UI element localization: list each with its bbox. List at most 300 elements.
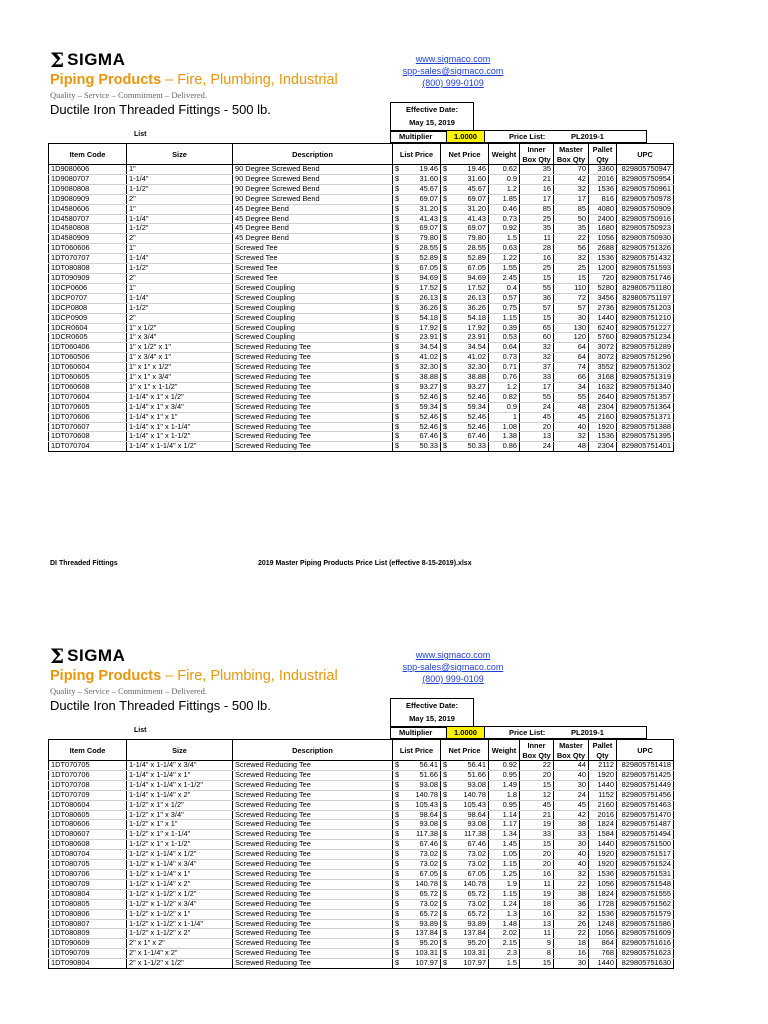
cell-inner-box-qty: 65 — [520, 323, 554, 333]
cell-pallet-qty: 1440 — [589, 959, 617, 969]
cell-net-price — [441, 820, 489, 830]
currency-symbol: $ — [443, 839, 448, 849]
cell-master-box-qty: 30 — [554, 959, 589, 969]
table-row — [49, 244, 674, 254]
amount: 93.89 — [467, 919, 486, 928]
cell-master-box-qty: 38 — [554, 889, 589, 899]
cell-weight: 0.53 — [489, 333, 520, 343]
cell-size: 1-1/4" x 1-1/4" x 1" — [127, 770, 233, 780]
table-row — [49, 899, 674, 909]
cell-inner-box-qty: 11 — [520, 929, 554, 939]
cell-net-price — [441, 264, 489, 274]
cell-pallet-qty: 1632 — [589, 382, 617, 392]
cell-description: Screwed Reducing Tee — [233, 889, 393, 899]
cell-item-code: 1DT080606 — [49, 820, 127, 830]
amount: 65.72 — [419, 909, 438, 918]
currency-symbol: $ — [395, 948, 400, 958]
cell-inner-box-qty: 32 — [520, 353, 554, 363]
amount: 52.46 — [419, 392, 438, 401]
currency-symbol: $ — [443, 948, 448, 958]
currency-symbol: $ — [395, 223, 400, 233]
cell-master-box-qty: 64 — [554, 343, 589, 353]
currency-symbol: $ — [443, 859, 448, 869]
col-list-price: List Price — [393, 740, 441, 761]
cell-list-price — [393, 194, 441, 204]
amount: 41.43 — [467, 214, 486, 223]
currency-symbol: $ — [443, 273, 448, 282]
currency-symbol: $ — [443, 332, 448, 342]
currency-symbol: $ — [395, 899, 400, 908]
cell-list-price — [393, 939, 441, 949]
amount: 52.89 — [467, 253, 486, 263]
table-row — [49, 303, 674, 313]
cell-pallet-qty: 2304 — [589, 442, 617, 452]
amount: 54.18 — [419, 313, 438, 322]
cell-description: Screwed Reducing Tee — [233, 869, 393, 879]
table-row — [49, 333, 674, 343]
price-sheet-page-2 — [0, 596, 768, 1024]
cell-pallet-qty: 3552 — [589, 363, 617, 373]
cell-weight: 1.45 — [489, 840, 520, 850]
cell-size: 2" — [127, 313, 233, 323]
contact-block — [398, 53, 508, 89]
cell-weight: 1.15 — [489, 889, 520, 899]
cell-item-code: 1DT070706 — [49, 770, 127, 780]
cell-size: 1-1/2" — [127, 264, 233, 274]
cell-net-price — [441, 830, 489, 840]
cell-weight: 0.62 — [489, 165, 520, 175]
table-row — [49, 810, 674, 820]
col-net-price: Net Price — [441, 740, 489, 761]
currency-symbol: $ — [443, 869, 448, 878]
cell-net-price — [441, 214, 489, 224]
amount: 94.69 — [419, 273, 438, 282]
cell-size: 1-1/4" x 1" x 1" — [127, 412, 233, 422]
cell-list-price — [393, 820, 441, 830]
currency-symbol: $ — [395, 184, 400, 193]
cell-item-code: 1DT080805 — [49, 899, 127, 909]
currency-symbol: $ — [395, 958, 400, 968]
cell-weight: 0.73 — [489, 353, 520, 363]
cell-net-price — [441, 909, 489, 919]
cell-pallet-qty: 5280 — [589, 283, 617, 293]
cell-inner-box-qty: 16 — [520, 869, 554, 879]
cell-pallet-qty: 3072 — [589, 353, 617, 363]
cell-size: 1-1/4" x 1-1/4" x 1-1/2" — [127, 780, 233, 790]
cell-weight: 0.75 — [489, 303, 520, 313]
currency-symbol: $ — [395, 313, 400, 322]
table-row — [49, 800, 674, 810]
tagline: Piping Products – Fire, Plumbing, Industrial — [50, 72, 338, 88]
currency-symbol: $ — [443, 313, 448, 322]
cell-description: Screwed Reducing Tee — [233, 402, 393, 412]
col-list-price: List Price — [393, 144, 441, 165]
amount: 140.78 — [415, 790, 438, 799]
col-pallet-qty-sub: Qty — [589, 154, 617, 165]
amount: 67.05 — [467, 869, 486, 878]
cell-master-box-qty: 18 — [554, 939, 589, 949]
currency-symbol: $ — [395, 362, 400, 372]
cell-net-price — [441, 810, 489, 820]
cell-inner-box-qty: 60 — [520, 333, 554, 343]
cell-weight: 2.45 — [489, 273, 520, 283]
currency-symbol: $ — [443, 879, 448, 888]
cell-upc: 829805751746 — [617, 273, 674, 283]
amount: 28.55 — [467, 243, 486, 253]
cell-pallet-qty: 6240 — [589, 323, 617, 333]
price-table-1 — [48, 143, 674, 452]
cell-inner-box-qty: 85 — [520, 204, 554, 214]
cell-net-price — [441, 850, 489, 860]
cell-master-box-qty: 74 — [554, 363, 589, 373]
cell-pallet-qty: 1056 — [589, 234, 617, 244]
cell-inner-box-qty: 57 — [520, 303, 554, 313]
cell-pallet-qty: 3456 — [589, 293, 617, 303]
cell-net-price — [441, 194, 489, 204]
cell-upc: 829805751395 — [617, 432, 674, 442]
cell-list-price — [393, 363, 441, 373]
col-size: Size — [127, 144, 233, 165]
cell-pallet-qty: 1824 — [589, 889, 617, 899]
cell-item-code: 1DT070605 — [49, 402, 127, 412]
cell-description: Screwed Reducing Tee — [233, 343, 393, 353]
cell-inner-box-qty: 37 — [520, 363, 554, 373]
cell-inner-box-qty: 19 — [520, 889, 554, 899]
currency-symbol: $ — [395, 352, 400, 362]
phone-link[interactable]: (800) 999-0109 — [422, 674, 484, 684]
col-upc: UPC — [617, 144, 674, 165]
currency-symbol: $ — [395, 829, 400, 839]
cell-inner-box-qty: 32 — [520, 343, 554, 353]
cell-upc: 829805751425 — [617, 770, 674, 780]
email-link[interactable]: spp-sales@sigmaco.com — [402, 66, 504, 76]
cell-size: 1-1/4" — [127, 254, 233, 264]
amount: 52.46 — [419, 422, 438, 431]
cell-inner-box-qty: 15 — [520, 780, 554, 790]
cell-pallet-qty: 1536 — [589, 432, 617, 442]
cell-master-box-qty: 48 — [554, 402, 589, 412]
cell-net-price — [441, 224, 489, 234]
amount: 73.02 — [419, 899, 438, 908]
amount: 73.02 — [467, 899, 486, 908]
cell-pallet-qty: 2400 — [589, 214, 617, 224]
cell-master-box-qty: 22 — [554, 234, 589, 244]
cell-pallet-qty: 4080 — [589, 204, 617, 214]
cell-master-box-qty: 70 — [554, 165, 589, 175]
cell-master-box-qty: 26 — [554, 919, 589, 929]
currency-symbol: $ — [443, 790, 448, 799]
cell-list-price — [393, 214, 441, 224]
table-row — [49, 959, 674, 969]
cell-description: 90 Degree Screwed Bend — [233, 174, 393, 184]
table-row — [49, 264, 674, 274]
cell-weight: 1.08 — [489, 422, 520, 432]
cell-description: Screwed Reducing Tee — [233, 949, 393, 959]
cell-master-box-qty: 38 — [554, 820, 589, 830]
cell-size: 1-1/2" — [127, 224, 233, 234]
cell-weight: 1.5 — [489, 959, 520, 969]
cell-inner-box-qty: 24 — [520, 402, 554, 412]
cell-size: 2" — [127, 194, 233, 204]
cell-upc: 829805751548 — [617, 879, 674, 889]
amount: 41.02 — [419, 352, 438, 362]
amount: 52.46 — [467, 422, 486, 431]
amount: 93.08 — [467, 819, 486, 829]
cell-item-code: 1DT060506 — [49, 353, 127, 363]
cell-list-price — [393, 382, 441, 392]
currency-symbol: $ — [395, 342, 400, 352]
document-title: Ductile Iron Threaded Fittings - 500 lb. — [50, 102, 271, 117]
cell-size: 1-1/2" x 1" x 3/4" — [127, 810, 233, 820]
currency-symbol: $ — [443, 412, 448, 421]
cell-net-price — [441, 780, 489, 790]
cell-description: Screwed Reducing Tee — [233, 382, 393, 392]
cell-master-box-qty: 36 — [554, 899, 589, 909]
amount: 65.72 — [467, 889, 486, 898]
motto: Quality – Service – Commitment – Delivered. — [50, 686, 207, 696]
currency-symbol: $ — [395, 441, 400, 451]
cell-size: 1-1/2" — [127, 303, 233, 313]
amount: 38.88 — [467, 372, 486, 382]
table-row — [49, 402, 674, 412]
cell-list-price — [393, 929, 441, 939]
document-title: Ductile Iron Threaded Fittings - 500 lb. — [50, 698, 271, 713]
cell-weight: 1.5 — [489, 234, 520, 244]
currency-symbol: $ — [443, 184, 448, 193]
cell-weight: 0.86 — [489, 442, 520, 452]
cell-pallet-qty: 2160 — [589, 800, 617, 810]
currency-symbol: $ — [443, 303, 448, 312]
cell-weight: 1.55 — [489, 264, 520, 274]
table-row — [49, 204, 674, 214]
cell-list-price — [393, 313, 441, 323]
currency-symbol: $ — [395, 790, 400, 799]
cell-pallet-qty: 1056 — [589, 879, 617, 889]
cell-net-price — [441, 303, 489, 313]
currency-symbol: $ — [443, 810, 448, 819]
cell-inner-box-qty: 35 — [520, 224, 554, 234]
cell-net-price — [441, 412, 489, 422]
cell-description: 45 Degree Bend — [233, 214, 393, 224]
cell-inner-box-qty: 36 — [520, 293, 554, 303]
cell-net-price — [441, 889, 489, 899]
cell-item-code: 1DCR0604 — [49, 323, 127, 333]
cell-pallet-qty: 2016 — [589, 810, 617, 820]
currency-symbol: $ — [395, 859, 400, 869]
cell-master-box-qty: 34 — [554, 382, 589, 392]
cell-inner-box-qty: 45 — [520, 800, 554, 810]
phone-link[interactable]: (800) 999-0109 — [422, 78, 484, 88]
table-row — [49, 165, 674, 175]
multiplier-value: 1.0000 — [446, 727, 485, 738]
cell-net-price — [441, 800, 489, 810]
cell-inner-box-qty: 28 — [520, 244, 554, 254]
cell-list-price — [393, 959, 441, 969]
amount: 98.64 — [419, 810, 438, 819]
cell-item-code: 1DT080705 — [49, 860, 127, 870]
cell-net-price — [441, 333, 489, 343]
table-row — [49, 879, 674, 889]
cell-size: 1" — [127, 244, 233, 254]
table-row — [49, 343, 674, 353]
col-net-price: Net Price — [441, 144, 489, 165]
cell-item-code: 1DT080604 — [49, 800, 127, 810]
cell-pallet-qty: 1920 — [589, 422, 617, 432]
cell-pallet-qty: 1536 — [589, 909, 617, 919]
multiplier-label: Multiplier — [399, 132, 433, 141]
currency-symbol: $ — [443, 194, 448, 203]
cell-size: 1" x 1/2" — [127, 323, 233, 333]
cell-list-price — [393, 303, 441, 313]
cell-description: Screwed Reducing Tee — [233, 860, 393, 870]
cell-list-price — [393, 234, 441, 244]
col-pallet-qty-sub: Qty — [589, 750, 617, 761]
currency-symbol: $ — [395, 412, 400, 421]
cell-master-box-qty: 17 — [554, 194, 589, 204]
amount: 32.30 — [419, 362, 438, 372]
cell-size: 1-1/4" x 1-1/4" x 1/2" — [127, 442, 233, 452]
cell-weight: 1.2 — [489, 184, 520, 194]
table-row — [49, 184, 674, 194]
table-row — [49, 422, 674, 432]
cell-description: Screwed Reducing Tee — [233, 353, 393, 363]
cell-weight: 1.24 — [489, 899, 520, 909]
table-row — [49, 353, 674, 363]
cell-pallet-qty: 864 — [589, 939, 617, 949]
effective-date-box: Effective Date: May 15, 2019 — [390, 102, 474, 132]
cell-pallet-qty: 3072 — [589, 343, 617, 353]
cell-master-box-qty: 35 — [554, 224, 589, 234]
cell-master-box-qty: 64 — [554, 353, 589, 363]
cell-master-box-qty: 22 — [554, 879, 589, 889]
cell-weight: 0.73 — [489, 214, 520, 224]
currency-symbol: $ — [443, 204, 448, 213]
currency-symbol: $ — [395, 909, 400, 918]
cell-size: 1-1/2" x 1-1/2" x 2" — [127, 929, 233, 939]
currency-symbol: $ — [443, 263, 448, 273]
cell-description: Screwed Reducing Tee — [233, 422, 393, 432]
currency-symbol: $ — [395, 810, 400, 819]
email-link[interactable]: spp-sales@sigmaco.com — [402, 662, 504, 672]
amount: 137.84 — [415, 928, 438, 938]
cell-description: Screwed Reducing Tee — [233, 919, 393, 929]
cell-upc: 829805751418 — [617, 761, 674, 771]
cell-item-code: 1DT070608 — [49, 432, 127, 442]
amount: 105.43 — [415, 800, 438, 809]
cell-inner-box-qty: 20 — [520, 850, 554, 860]
price-list-value: PL2019-1 — [571, 728, 604, 737]
cell-size: 1-1/2" x 1-1/4" x 2" — [127, 879, 233, 889]
cell-pallet-qty: 1728 — [589, 899, 617, 909]
cell-weight: 1.9 — [489, 879, 520, 889]
currency-symbol: $ — [443, 760, 448, 769]
cell-weight: 1.14 — [489, 810, 520, 820]
currency-symbol: $ — [395, 800, 400, 809]
cell-upc: 829805751555 — [617, 889, 674, 899]
cell-list-price — [393, 909, 441, 919]
list-label: List — [134, 131, 147, 138]
currency-symbol: $ — [443, 342, 448, 352]
cell-inner-box-qty: 13 — [520, 432, 554, 442]
cell-master-box-qty: 110 — [554, 283, 589, 293]
cell-item-code: 1DT080605 — [49, 810, 127, 820]
cell-master-box-qty: 57 — [554, 303, 589, 313]
website-link[interactable]: www.sigmaco.com — [415, 650, 491, 660]
cell-upc: 829805750909 — [617, 204, 674, 214]
cell-master-box-qty: 42 — [554, 174, 589, 184]
currency-symbol: $ — [395, 392, 400, 401]
amount: 67.46 — [467, 431, 486, 441]
cell-upc: 829805751326 — [617, 244, 674, 254]
cell-pallet-qty: 2304 — [589, 402, 617, 412]
col-master-box-qty-sub: Box Qty — [554, 750, 589, 761]
sigma-symbol-icon: Σ — [50, 644, 65, 668]
cell-master-box-qty: 15 — [554, 273, 589, 283]
cell-weight: 0.95 — [489, 800, 520, 810]
amount: 117.38 — [463, 829, 486, 839]
cell-description: Screwed Tee — [233, 254, 393, 264]
amount: 41.02 — [467, 352, 486, 362]
cell-description: Screwed Reducing Tee — [233, 959, 393, 969]
cell-upc: 829805751579 — [617, 909, 674, 919]
cell-size: 1-1/4" x 1" x 3/4" — [127, 402, 233, 412]
cell-master-box-qty: 44 — [554, 761, 589, 771]
website-link[interactable]: www.sigmaco.com — [415, 54, 491, 64]
price-list-value: PL2019-1 — [571, 132, 604, 141]
cell-inner-box-qty: 15 — [520, 840, 554, 850]
cell-list-price — [393, 780, 441, 790]
cell-pallet-qty: 1440 — [589, 780, 617, 790]
cell-net-price — [441, 165, 489, 175]
amount: 41.43 — [419, 214, 438, 223]
col-weight: Weight — [489, 740, 520, 761]
cell-item-code: 1DT090804 — [49, 959, 127, 969]
cell-item-code: 1DT080704 — [49, 850, 127, 860]
cell-inner-box-qty: 17 — [520, 194, 554, 204]
multiplier-label: Multiplier — [399, 728, 433, 737]
currency-symbol: $ — [395, 760, 400, 769]
amount: 107.97 — [463, 958, 486, 968]
currency-symbol: $ — [395, 849, 400, 859]
cell-net-price — [441, 770, 489, 780]
currency-symbol: $ — [395, 253, 400, 263]
table-row — [49, 313, 674, 323]
currency-symbol: $ — [443, 441, 448, 451]
currency-symbol: $ — [443, 283, 448, 292]
cell-weight: 0.92 — [489, 761, 520, 771]
cell-item-code: 1DT080608 — [49, 840, 127, 850]
cell-upc: 829805751562 — [617, 899, 674, 909]
cell-master-box-qty: 45 — [554, 412, 589, 422]
cell-size: 2" — [127, 234, 233, 244]
currency-symbol: $ — [395, 332, 400, 342]
cell-net-price — [441, 939, 489, 949]
cell-list-price — [393, 889, 441, 899]
cell-size: 1-1/2" x 1-1/4" x 1" — [127, 869, 233, 879]
cell-master-box-qty: 40 — [554, 860, 589, 870]
amount: 34.54 — [419, 342, 438, 352]
price-table-2 — [48, 739, 674, 969]
amount: 93.08 — [419, 780, 438, 789]
cell-upc: 829805751609 — [617, 929, 674, 939]
cell-item-code: 1DT060604 — [49, 363, 127, 373]
cell-master-box-qty: 32 — [554, 909, 589, 919]
price-list-label: Price List: — [509, 728, 546, 737]
currency-symbol: $ — [443, 253, 448, 263]
cell-weight: 1.34 — [489, 830, 520, 840]
currency-symbol: $ — [443, 323, 448, 332]
cell-pallet-qty: 1920 — [589, 860, 617, 870]
